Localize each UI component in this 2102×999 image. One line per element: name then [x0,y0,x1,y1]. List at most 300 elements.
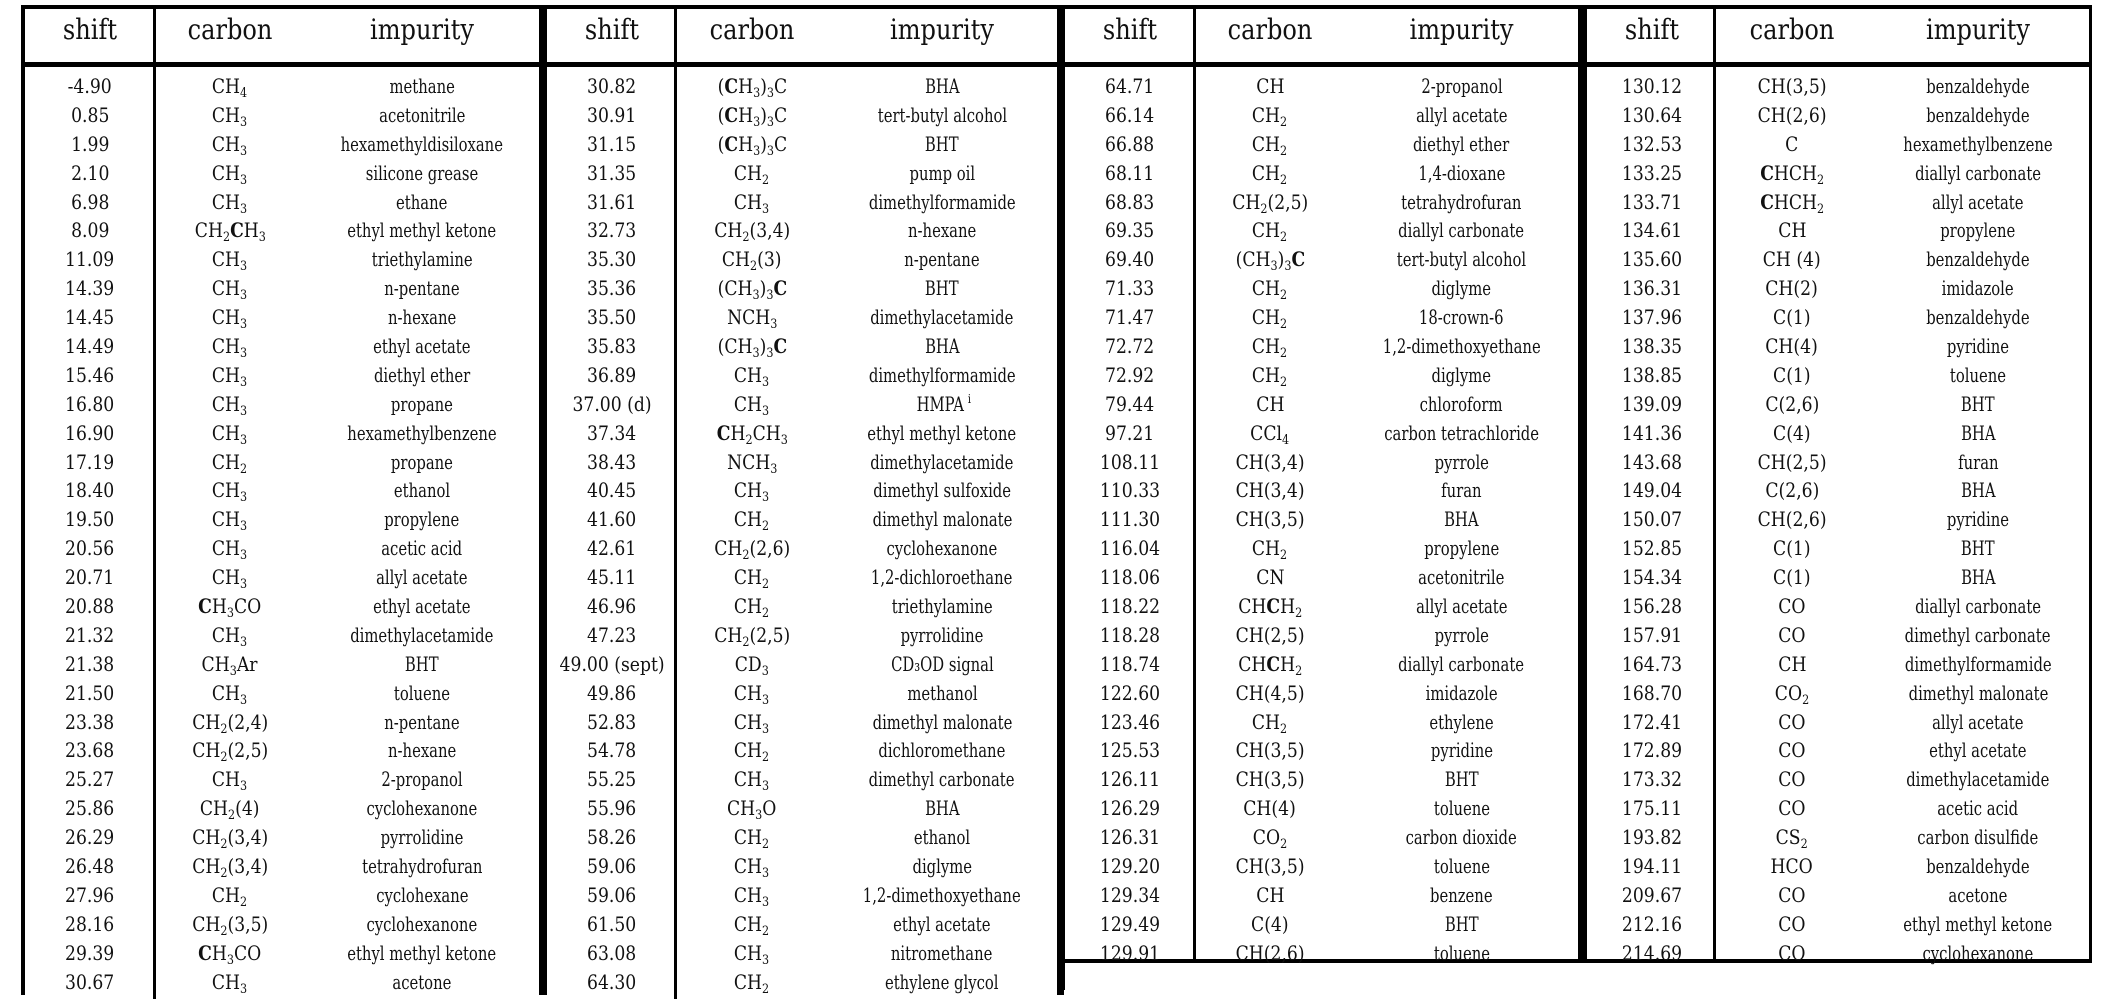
header-shift: shift [584,13,640,46]
header-carbon: carbon [1227,13,1313,46]
carbon-label-part: CH [713,218,743,243]
table-row [1065,736,1578,765]
table-row [547,794,1057,823]
shift-cell [25,823,155,852]
impurity-name: BHT [925,131,959,156]
carbon-label-part: CH [1252,160,1281,185]
carbon-label-part: 2 [1280,837,1288,853]
impurity-name: furan [1441,478,1482,503]
shift-cell [1065,303,1195,332]
impurity-name: carbon tetrachloride [1384,420,1539,445]
carbon-cell [1195,650,1345,679]
shift-cell [25,130,155,159]
table-row [1587,101,2089,130]
carbon-label-part: CO [1252,825,1281,850]
table-row [25,505,539,534]
table-row [1587,534,2089,563]
carbon-label-part: 3 [752,86,760,101]
shift-value: 41.60 [587,507,637,532]
carbon-cell [1717,910,1867,939]
impurity-cell [305,274,539,303]
shift-cell [25,245,155,274]
carbon-label-part: 3 [762,374,770,390]
impurity-name: diglyme [1431,276,1492,301]
carbon-label-part: CH [1252,131,1281,156]
table-row [547,765,1057,794]
impurity-name: BHT [1444,911,1479,936]
carbon-label-part: CH(4) [1243,796,1297,821]
impurity-name: dichloromethane [878,738,1006,763]
table-row [547,910,1057,939]
carbon-cell [155,505,305,534]
shift-value: 79.44 [1105,391,1155,416]
impurity-name: pyridine [1430,738,1493,763]
shift-value: 122.60 [1099,680,1161,705]
carbon-cell [677,939,827,968]
carbon-label-part: H [737,131,753,156]
carbon-label-part: 3 [762,403,770,419]
shift-cell [25,910,155,939]
carbon-label-part: C [1291,247,1305,272]
carbon-label-part: CH [212,102,241,127]
impurity-name: BHT [1444,767,1479,792]
carbon-label-part: 2 [762,923,770,939]
shift-cell [1065,505,1195,534]
table-row [1587,939,2089,968]
impurity-cell [827,939,1057,968]
carbon-cell [155,216,305,245]
carbon-cell [155,679,305,708]
shift-value: 64.30 [587,969,637,994]
carbon-cell [1195,303,1345,332]
carbon-label-part: CH [752,420,781,445]
carbon-label-part: CH [191,854,221,879]
carbon-label-part: 2 [1280,374,1288,390]
carbon-cell [1195,621,1345,650]
carbon-label-part: (2,4) [227,709,269,734]
carbon-label-part: C [773,276,787,301]
shift-cell [25,852,155,881]
shift-cell [547,245,677,274]
shift-value: 30.67 [65,969,115,994]
carbon-label-part: CH(2,5) [1235,622,1305,647]
impurity-name: cyclohexanone [1922,940,2034,965]
impurity-name: ethane [396,189,448,214]
carbon-label-part: C [773,131,787,156]
impurity-name: dimethylformamide [868,189,1016,214]
impurity-cell [827,448,1057,477]
impurity-cell [1345,505,1578,534]
shift-cell [1065,679,1195,708]
impurity-name: ethyl methyl ketone [1903,911,2053,936]
impurity-cell [827,563,1057,592]
carbon-label-part: ( [717,102,724,127]
impurity-name: BHA [1960,565,1996,590]
carbon-label-part: 2 [240,894,248,910]
impurity-cell [305,303,539,332]
shift-value: 36.89 [587,362,637,387]
shift-value: 69.40 [1105,247,1155,272]
carbon-label-part: H [737,102,753,127]
carbon-label-part: 3 [1283,259,1292,275]
impurity-cell [827,679,1057,708]
column-divider [1193,9,1196,962]
carbon-cell [1717,736,1867,765]
shift-cell [25,448,155,477]
shift-cell [547,621,677,650]
header-carbon: carbon [187,13,273,46]
impurity-name: diethyl ether [373,362,471,387]
shift-value: 17.19 [65,449,115,474]
table-row [1587,361,2089,390]
shift-value: 20.71 [65,565,115,590]
carbon-cell [1195,159,1345,188]
table-row [25,852,539,881]
table-row [1587,419,2089,448]
shift-value: 150.07 [1621,507,1683,532]
shift-value: 27.96 [65,882,115,907]
carbon-label-part: CH [1252,276,1281,301]
header-carbon: carbon [709,13,795,46]
carbon-cell [155,390,305,419]
carbon-label-part: CH [734,940,763,965]
impurity-name: pyrrole [1434,449,1489,474]
impurity-cell [1345,245,1578,274]
carbon-label-part: Ar [237,651,258,676]
carbon-label-part: 2 [1294,663,1302,679]
carbon-label-part: CO [1778,594,1806,619]
shift-value: 72.92 [1105,362,1155,387]
carbon-label-part: 2 [220,837,228,853]
carbon-label-part: CH [194,218,223,243]
carbon-cell [1195,708,1345,737]
carbon-cell [677,881,827,910]
impurity-cell [827,505,1057,534]
impurity-name: dimethyl malonate [872,507,1012,532]
shift-cell [1065,72,1195,101]
carbon-label-part: CN [1255,565,1285,590]
impurity-name: cyclohexanone [886,536,998,561]
table-row [25,939,539,968]
carbon-label-part: 2 [228,808,236,824]
impurity-name: HMPA [916,391,965,416]
impurity-name: BHA [924,334,960,359]
shift-cell [1065,419,1195,448]
impurity-name: 1,2-dichloroethane [871,565,1013,590]
shift-cell [1065,939,1195,968]
table-row [25,303,539,332]
impurity-cell [827,765,1057,794]
table-row [547,419,1057,448]
carbon-label-part: CH [212,536,241,561]
impurity-cell [827,852,1057,881]
table-row [547,708,1057,737]
carbon-label-part: CH [734,709,763,734]
table-row [1065,448,1578,477]
carbon-label-part: CH(3,4) [1235,449,1305,474]
carbon-label-part: ( [717,131,724,156]
table-row [1065,332,1578,361]
impurity-cell [1345,332,1578,361]
shift-cell [1587,274,1717,303]
impurity-name: ethylene glycol [885,969,999,994]
table-row [1065,939,1578,968]
shift-cell [547,910,677,939]
carbon-cell [677,910,827,939]
impurity-cell [827,390,1057,419]
carbon-cell [677,505,827,534]
carbon-cell [155,621,305,650]
impurity-cell [827,72,1057,101]
carbon-label-part: C [773,102,787,127]
carbon-cell [155,419,305,448]
carbon-label-part: 3 [240,374,248,390]
carbon-label-part: CH(3,4) [1235,478,1305,503]
impurity-name: toluene [1949,362,2007,387]
shift-value: 149.04 [1621,478,1683,503]
shift-cell [1065,361,1195,390]
shift-cell [1065,881,1195,910]
carbon-label-part: 3 [240,259,248,275]
carbon-label-part: 2 [762,172,770,188]
shift-cell [25,650,155,679]
shift-cell [547,332,677,361]
carbon-label-part: 3 [780,432,788,448]
shift-value: 49.86 [587,680,637,705]
carbon-cell [677,448,827,477]
impurity-name: BHA [924,74,960,98]
impurity-cell [827,910,1057,939]
shift-value: 136.31 [1621,276,1683,301]
carbon-label-part: CO [234,940,262,965]
table-row [1065,274,1578,303]
impurity-name: diglyme [912,854,972,879]
impurity-cell [305,101,539,130]
carbon-label-part: CH [212,74,241,98]
shift-cell [1065,188,1195,217]
impurity-cell [1345,216,1578,245]
carbon-cell [155,159,305,188]
shift-value: 26.48 [65,854,115,879]
shift-value: 31.35 [587,160,637,185]
carbon-label-part: C [723,74,738,98]
carbon-label-part: 3 [762,952,770,968]
impurity-cell [827,274,1057,303]
shift-value: 46.96 [587,594,637,619]
impurity-cell [305,419,539,448]
carbon-cell [1717,101,1867,130]
impurity-cell [305,130,539,159]
carbon-label-part: H [1279,651,1295,676]
impurity-cell [305,534,539,563]
shift-cell [547,216,677,245]
header-row [1065,9,1578,67]
carbon-cell [1717,476,1867,505]
carbon-cell [155,910,305,939]
table-row [1587,881,2089,910]
table-group-4 [1580,5,2092,963]
impurity-name: allyl acetate [376,565,468,590]
impurity-cell [1867,765,2089,794]
impurity-name: ethyl acetate [1929,738,2027,763]
carbon-label-part: 2 [745,432,753,448]
impurity-cell [1345,303,1578,332]
shift-cell [547,881,677,910]
carbon-label-part: 3 [230,663,238,679]
carbon-label-part: CH [212,622,241,647]
carbon-label-part: CH(2) [1765,276,1819,301]
shift-value: 164.73 [1621,651,1683,676]
shift-value: 138.85 [1621,362,1683,387]
impurity-cell [1867,852,2089,881]
table-row [25,72,539,101]
shift-cell [25,188,155,217]
carbon-label-part: 3 [770,317,778,333]
table-row [1065,188,1578,217]
shift-value: 59.06 [587,882,637,907]
carbon-cell [677,245,827,274]
carbon-label-part: CH(3,5) [1235,854,1305,879]
table-row [547,476,1057,505]
carbon-label-part: 3 [766,114,774,130]
carbon-label-part: CO [1778,796,1806,821]
carbon-cell [1195,216,1345,245]
impurity-cell [1867,563,2089,592]
table-row [547,505,1057,534]
shift-value: 133.71 [1621,189,1683,214]
impurity-cell [827,361,1057,390]
carbon-cell [1195,361,1345,390]
carbon-label-part: 4 [1282,432,1290,448]
table-row [1587,390,2089,419]
carbon-label-part: 2 [750,259,758,275]
carbon-label-part: 2 [220,866,228,882]
header-impurity: impurity [1926,13,2030,46]
impurity-cell [1345,101,1578,130]
shift-cell [547,592,677,621]
table-row [25,621,539,650]
table-row [25,188,539,217]
table-row [547,332,1057,361]
impurity-cell [1867,245,2089,274]
shift-value: 212.16 [1621,911,1683,936]
carbon-label-part: 2 [1294,606,1302,622]
table-body [1587,67,2089,968]
impurity-name: pyridine [1946,507,2010,532]
table-row [547,72,1057,101]
impurity-name: chloroform [1420,391,1503,416]
shift-value: 23.68 [65,738,115,763]
carbon-label-part: 2 [742,548,750,564]
impurity-cell [1345,448,1578,477]
shift-cell [1587,736,1717,765]
shift-cell [25,736,155,765]
impurity-name: nitromethane [891,940,993,965]
impurity-cell [827,592,1057,621]
carbon-label-part: 2 [1280,114,1288,130]
impurity-cell [1867,505,2089,534]
carbon-label-part: CO [1778,882,1806,907]
carbon-label-part: CH [212,160,241,185]
carbon-label-part: CO [1778,767,1806,792]
shift-cell [1065,592,1195,621]
impurity-cell [827,794,1057,823]
impurity-cell [1345,910,1578,939]
table-row [25,881,539,910]
table-row [547,679,1057,708]
shift-cell [1587,881,1717,910]
impurity-name: acetone [392,969,452,994]
carbon-cell [1717,650,1867,679]
table-row [25,534,539,563]
carbon-label-part: CH [191,738,221,763]
carbon-label-part: CH [727,796,756,821]
carbon-cell [1195,72,1345,101]
impurity-name: dimethyl malonate [1908,680,2048,705]
impurity-cell [827,650,1057,679]
impurity-cell [305,968,539,997]
impurity-name: pyrrolidine [900,622,984,647]
carbon-cell [155,130,305,159]
carbon-label-part: CH [1255,882,1285,907]
table-row [1587,476,2089,505]
table-row [1065,794,1578,823]
carbon-label-part: 2 [220,750,228,766]
carbon-label-part: 3 [240,577,248,593]
shift-cell [1587,419,1717,448]
shift-value: 47.23 [587,622,637,647]
shift-value: 61.50 [587,911,637,936]
impurity-cell [305,650,539,679]
table-row [25,968,539,997]
shift-cell [25,159,155,188]
impurity-name: tetrahydrofuran [1401,189,1522,214]
impurity-cell [1345,130,1578,159]
carbon-label-part: 3 [762,779,770,795]
table-row [1065,245,1578,274]
shift-cell [547,274,677,303]
shift-value: 154.34 [1621,565,1683,590]
impurity-cell [305,72,539,101]
impurity-name: propylene [1423,536,1500,561]
shift-cell [1065,621,1195,650]
carbon-label-part: 2 [1800,837,1809,853]
carbon-label-part: 3 [765,288,774,304]
impurity-name: dimethyl malonate [872,709,1012,734]
impurity-name: benzaldehyde [1926,74,2030,98]
carbon-label-part: CH [1238,651,1267,676]
carbon-cell [677,216,827,245]
impurity-name: ethyl acetate [893,911,991,936]
carbon-cell [1717,245,1867,274]
carbon-cell [1717,794,1867,823]
shift-cell [547,852,677,881]
shift-cell [1065,823,1195,852]
carbon-label-part: 2 [1280,346,1288,362]
shift-value: 52.83 [587,709,637,734]
carbon-label-part: CH [212,680,241,705]
impurity-cell [1345,794,1578,823]
impurity-name: hexamethylbenzene [347,420,497,445]
carbon-label-part: 2 [220,721,228,737]
table-row [25,419,539,448]
carbon-label-part: (3,5) [227,911,269,936]
table-row [1587,794,2089,823]
carbon-label-part: CH [1255,74,1285,98]
table-row [547,852,1057,881]
shift-cell [1587,563,1717,592]
carbon-label-part: CH [202,651,231,676]
